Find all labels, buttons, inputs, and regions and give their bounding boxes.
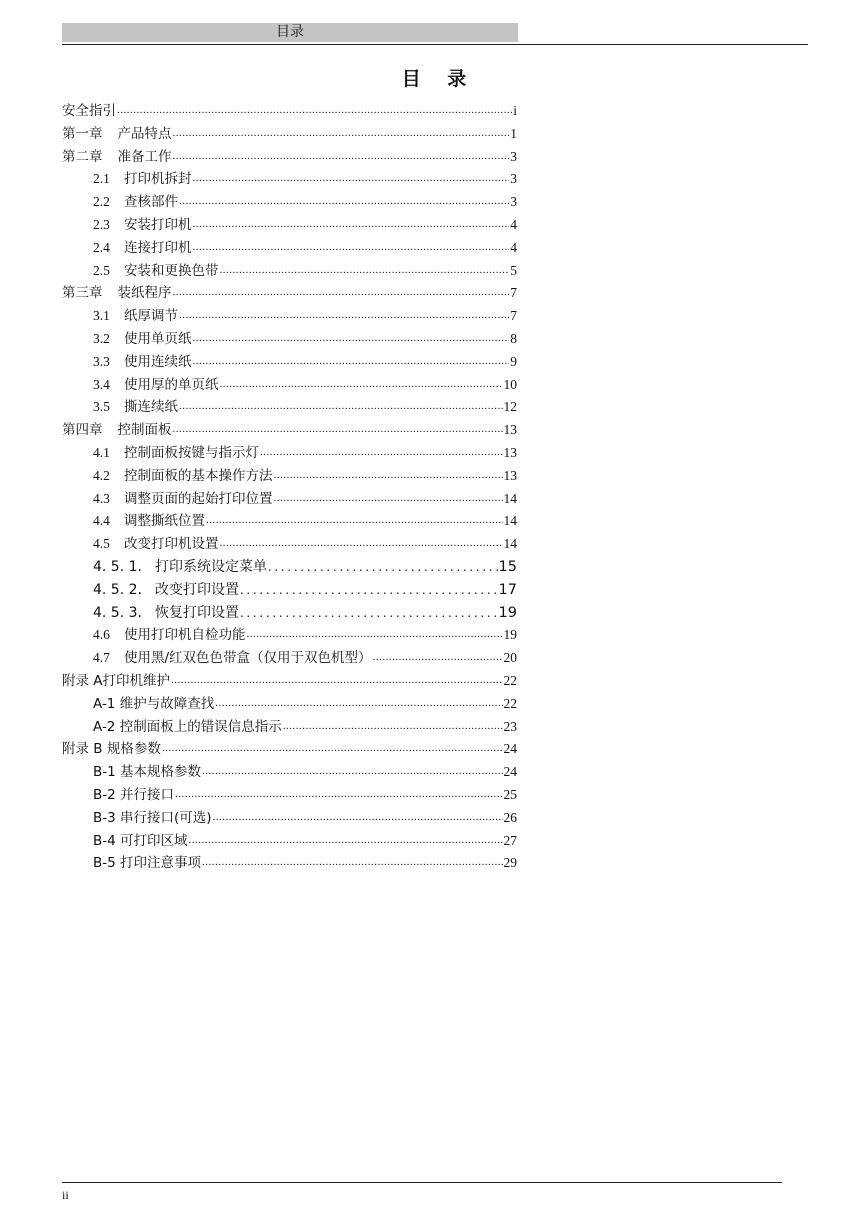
toc-entry-number: 4. 5. 1. [93,558,142,575]
toc-leader-dots [220,259,510,282]
toc-entry-number: 4.7 [93,650,110,666]
toc-entry-title: 控制面板按键与指示灯 [124,444,259,461]
toc-entry-number: 3.2 [93,330,110,346]
toc-entry[interactable] [62,647,517,670]
toc-entry-page: 3 [510,194,517,210]
toc-leader-dots [162,737,503,760]
toc-entry-title: B-3 串行接口(可选) [93,809,212,826]
toc-entry-number: 4. 5. 2. [93,581,142,598]
toc-entry-page: 24 [503,741,517,757]
toc-entry-title: 装纸程序 [117,285,172,302]
toc-leader-dots [171,669,502,692]
toc-entry-number: 4.3 [93,490,110,506]
toc-entry-title: B-5 打印注意事项 [93,855,202,872]
toc-leader-dots [189,829,503,852]
toc-entry[interactable] [62,624,517,647]
toc-entry[interactable] [62,670,517,693]
toc-entry-title: A-2 控制面板上的错误信息指示 [93,718,282,735]
toc-entry-page: 14 [503,490,517,506]
toc-entry-number: 4.5 [93,536,110,552]
header-divider [62,44,808,45]
toc-entry-title: 使用单页纸 [124,330,192,347]
toc-entry-title: 纸厚调节 [124,308,178,325]
toc-entry-title: 打印系统设定菜单 [155,558,267,575]
page-title: 目 录 [401,68,477,90]
toc-entry-title: 使用厚的单页纸 [124,376,219,393]
toc-entry-page: 4 [510,216,517,232]
toc-entry-number: 4.6 [93,627,110,643]
toc-entry-number: 第三章 [62,285,103,301]
toc-leader-dots [179,395,503,418]
toc-leader-dots [240,580,498,603]
toc-entry[interactable] [62,282,517,305]
footer-divider [62,1182,782,1183]
toc-entry-title: A-1 维护与故障查找 [93,695,215,712]
toc-entry[interactable] [62,716,517,739]
toc-entry-title: 控制面板的基本操作方法 [124,467,273,484]
toc-entry[interactable] [62,465,517,488]
toc-entry-title: 调整页面的起始打印位置 [124,490,273,507]
toc-entry[interactable] [62,214,517,237]
toc-entry[interactable] [62,602,517,625]
toc-entry-title: 安装和更换色带 [124,262,219,279]
toc-entry-title: 控制面板 [117,422,172,439]
toc-entry-title: 使用黑/红双色色带盒（仅用于双色机型） [124,650,372,667]
toc-entry-page: 26 [503,809,517,825]
running-header-label: 目录 [276,24,304,40]
toc-leader-dots [193,236,510,259]
toc-entry[interactable] [62,442,517,465]
toc-leader-dots [193,167,510,190]
toc-leader-dots [179,304,509,327]
toc-entry-page: 19 [498,604,517,621]
toc-entry-title: B-1 基本规格参数 [93,764,202,781]
toc-leader-dots [283,715,503,738]
toc-leader-dots [117,99,512,122]
toc-leader-dots [193,350,510,373]
toc-entry-page: 19 [503,627,517,643]
toc-entry-page: 24 [503,764,517,780]
toc-entry-page: 23 [503,718,517,734]
toc-entry-title: 查核部件 [124,194,178,211]
toc-entry-page: 4 [510,239,517,255]
toc-leader-dots [202,851,502,874]
toc-leader-dots [175,783,502,806]
toc-entry-page: 9 [510,353,517,369]
toc-entry-number: 2.4 [93,239,110,255]
toc-entry-title: 恢复打印设置 [155,604,239,621]
toc-leader-dots [373,646,503,669]
toc-entry-page: 7 [510,285,517,301]
toc-entry[interactable] [62,260,517,283]
toc-entry-number: 3.1 [93,308,110,324]
toc-entry-page: 13 [503,444,517,460]
toc-entry-title: 改变打印机设置 [124,536,219,553]
toc-entry-title: 调整撕纸位置 [124,513,205,530]
toc-entry-title: 使用打印机自检功能 [124,627,246,644]
toc-entry-page: 12 [503,399,517,415]
toc-entry-title: 附录 A打印机维护 [62,672,171,689]
toc-entry[interactable] [62,579,517,602]
toc-leader-dots [240,603,498,626]
toc-entry-title: 撕连续纸 [124,399,178,416]
toc-leader-dots [193,327,510,350]
toc-entry-title: 安装打印机 [124,216,192,233]
toc-entry-number: 4.4 [93,513,110,529]
toc-entry[interactable] [62,237,517,260]
toc-entry[interactable] [62,510,517,533]
toc-entry[interactable] [62,419,517,442]
toc-entry-page: 13 [503,422,517,438]
toc-leader-dots [220,373,503,396]
toc-entry-page: 25 [503,786,517,802]
toc-entry[interactable] [62,100,517,123]
toc-leader-dots [274,464,503,487]
toc-entry[interactable] [62,351,517,374]
toc-entry[interactable] [62,830,517,853]
toc-entry-number: 3.4 [93,376,110,392]
toc-entry-title: 改变打印设置 [155,581,239,598]
toc-entry[interactable] [62,328,517,351]
toc-leader-dots [173,145,510,168]
toc-entry[interactable] [62,807,517,830]
toc-entry-page: 7 [510,308,517,324]
toc-entry-page: 3 [510,171,517,187]
toc-entry-page: 14 [503,536,517,552]
toc-leader-dots [215,692,502,715]
toc-leader-dots [247,623,503,646]
toc-entry-page: 5 [510,262,517,278]
toc-leader-dots [220,532,503,555]
toc-entry[interactable] [62,191,517,214]
footer-page-number: ii [62,1188,69,1202]
toc-leader-dots [173,122,510,145]
toc-entry-title: 使用连续纸 [124,353,192,370]
toc-entry-title: 附录 B 规格参数 [62,741,161,758]
toc-entry-page: 10 [503,376,517,392]
toc-entry-number: 2.1 [93,171,110,187]
toc-entry[interactable] [62,738,517,761]
toc-entry-page: 22 [503,695,517,711]
toc-entry-title: B-4 可打印区域 [93,832,188,849]
toc-leader-dots [179,190,509,213]
toc-entry-title: 产品特点 [117,125,172,142]
toc-entry-number: 第一章 [62,125,103,141]
toc-entry-page: 8 [510,330,517,346]
toc-entry-number: 2.5 [93,262,110,278]
toc-entry[interactable] [62,556,517,579]
toc-entry[interactable] [62,305,517,328]
toc-leader-dots [173,281,510,304]
toc-entry[interactable] [62,784,517,807]
toc-entry-number: 第四章 [62,422,103,438]
toc-entry-page: 29 [503,855,517,871]
toc-entry[interactable] [62,852,517,875]
toc-entry-page: 17 [498,581,517,598]
toc-leader-dots [274,487,503,510]
toc-leader-dots [173,418,503,441]
toc-entry-page: 22 [503,672,517,688]
toc-entry[interactable] [62,488,517,511]
toc-leader-dots [213,806,503,829]
toc-entry-number: 2.3 [93,216,110,232]
toc-entry-page: 20 [503,650,517,666]
toc-entry[interactable] [62,374,517,397]
toc-entry-page: 13 [503,467,517,483]
toc-entry-title: 安全指引 [62,103,116,119]
toc-entry[interactable] [62,761,517,784]
toc-entry[interactable] [62,396,517,419]
toc-entry-title: B-2 并行接口 [93,786,175,803]
toc-entry-title: 准备工作 [117,148,172,165]
toc-entry[interactable] [62,533,517,556]
toc-entry-page: 1 [510,125,517,141]
toc-entry[interactable] [62,146,517,169]
toc-entry-number: 3.5 [93,399,110,415]
toc-entry-number: 3.3 [93,353,110,369]
toc-entry-page: 14 [503,513,517,529]
toc-entry-number: 2.2 [93,194,110,210]
toc-entry-number: 4.2 [93,467,110,483]
toc-entry-page: 15 [498,558,517,575]
toc-entry[interactable] [62,123,517,146]
toc-entry[interactable] [62,168,517,191]
toc-entry-number: 第二章 [62,148,103,164]
toc-entry-number: 4. 5. 3. [93,604,142,621]
toc-entry-number: 4.1 [93,444,110,460]
toc-entry-page: i [513,103,517,118]
running-header [62,23,518,42]
toc-leader-dots [260,441,503,464]
toc-entry-title: 打印机拆封 [124,171,192,188]
toc-entry-page: 3 [510,148,517,164]
table-of-contents [62,100,517,875]
toc-entry-page: 27 [503,832,517,848]
toc-entry-title: 连接打印机 [124,239,192,256]
toc-entry[interactable] [62,693,517,716]
toc-leader-dots [193,213,510,236]
toc-leader-dots [268,557,498,580]
toc-leader-dots [202,760,502,783]
toc-leader-dots [206,509,503,532]
